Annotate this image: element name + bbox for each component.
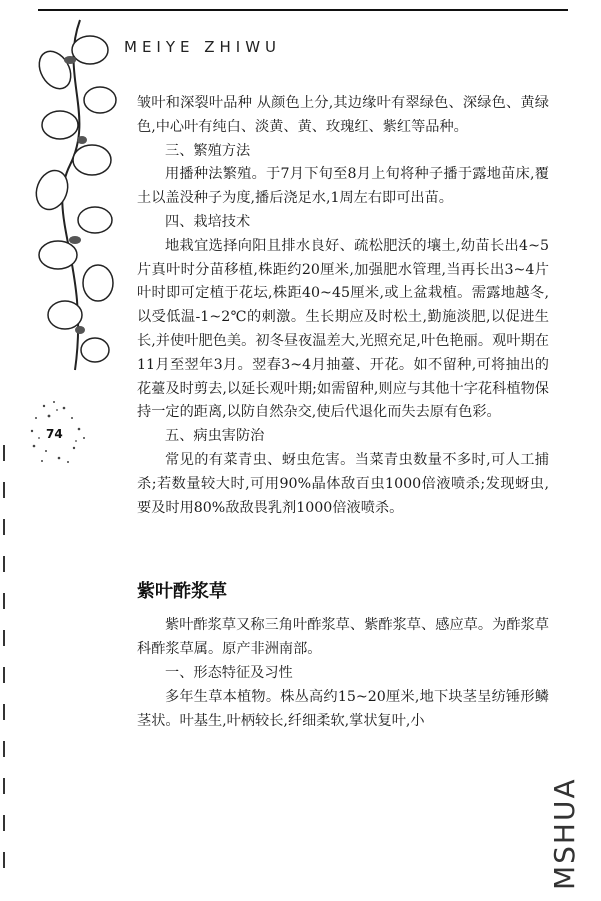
paragraph-varieties: 皱叶和深裂叶品种 从颜色上分,其边缘叶有翠绿色、深绿色、黄绿色,中心叶有纯白、淡黄、黄、玫瑰红、紫红等品种。 — [137, 95, 549, 135]
section-title: 紫叶酢浆草 — [137, 581, 227, 603]
paragraph-cultivation: 地栽宜选择向阳且排水良好、疏松肥沃的壤土,幼苗长出4~5片真叶时分苗移植,株距约20厘米,加强肥水管理,当再长出3~4片叶时即可定植于花坛,株距40~45厘米,或上盆栽植。需露地越冬,以受低温-1~2℃的刺激。生长期应及时松土,勤施淡肥,以促进生长,并使叶肥色美。初冬昼夜温差大,光照充足,叶色艳丽。观叶期在11月至翌年3月。翌春3~4月抽薹、开花。如不留种,可将抽出的花薹及时剪去,以延长观叶期;如需留种,则应与其他十字花科植物保持一定的距离,以防自然杂交,使后代退化而失去原有色彩。 — [137, 237, 549, 421]
main-content — [137, 92, 549, 733]
paragraph-pest-control: 常见的有菜青虫、蚜虫危害。当菜青虫数量不多时,可人工捕杀;若数量较大时,可用90%晶体敌百虫1000倍液喷杀;发现蚜虫,要及时用80%敌敌畏乳剂1000倍液喷杀。 — [137, 451, 549, 516]
paragraph-morphology: 多年生草本植物。株丛高约15~20厘米,地下块茎呈纺锤形鳞茎状。叶基生,叶柄较长,纤细柔软,掌状复叶,小 — [137, 688, 549, 729]
left-margin-marks — [3, 445, 7, 895]
vine-decoration-icon — [20, 15, 120, 375]
watermark: MSHUA — [548, 777, 581, 890]
page-number: 74 — [46, 427, 63, 441]
heading-pest-control: 五、病虫害防治 — [165, 428, 265, 445]
top-rule — [38, 9, 568, 11]
heading-cultivation: 四、栽培技术 — [165, 213, 251, 230]
heading-morphology: 一、形态特征及习性 — [165, 664, 293, 681]
running-header: MEIYE ZHIWU — [124, 38, 282, 56]
paragraph-intro: 紫叶酢浆草又称三角叶酢浆草、紫酢浆草、感应草。为酢浆草科酢浆草属。原产非洲南部。 — [137, 617, 549, 658]
paragraph-propagation: 用播种法繁殖。于7月下旬至8月上旬将种子播于露地苗床,覆土以盖没种子为度,播后浇足水,1周左右即可出苗。 — [137, 166, 549, 207]
heading-propagation: 三、繁殖方法 — [165, 142, 251, 159]
